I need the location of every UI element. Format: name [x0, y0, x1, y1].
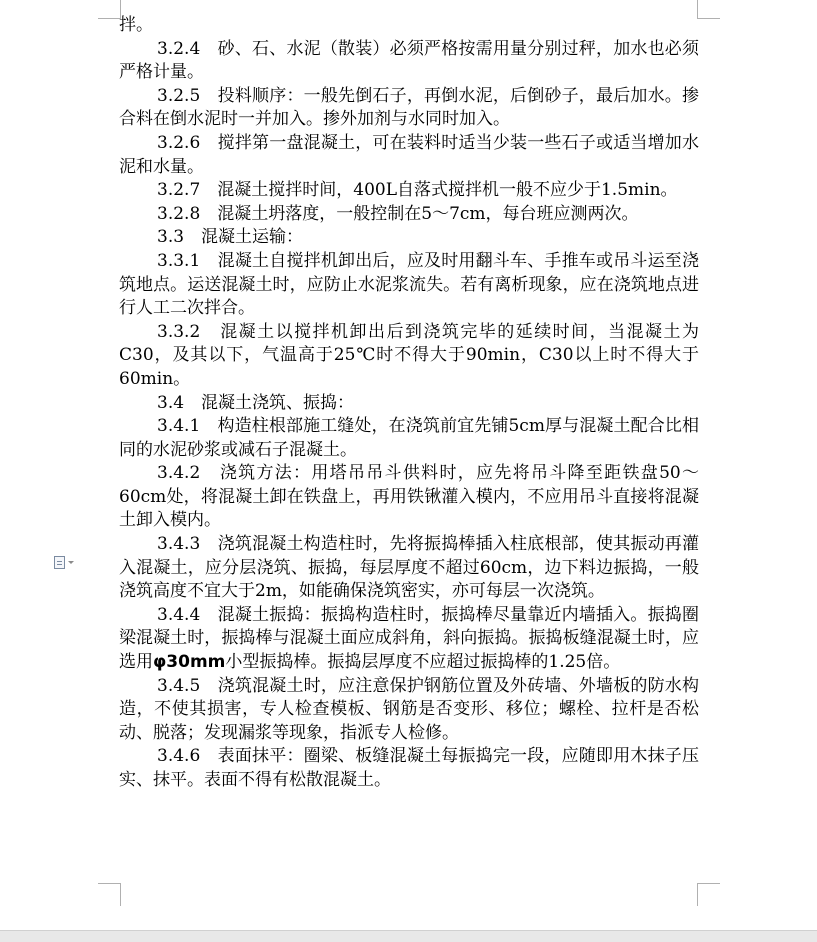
- document-body[interactable]: [119, 14, 699, 793]
- document-icon: [54, 556, 65, 569]
- crop-mark-top-right: [697, 0, 720, 19]
- paragraph: 3.4.1 构造柱根部施工缝处，在浇筑前宜先铺5cm厚与混凝土配合比相同的水泥砂浆或减石子混凝土。: [119, 416, 699, 460]
- paragraph: 3.4.5 浇筑混凝土时，应注意保护钢筋位置及外砖墙、外墙板的防水构造，不使其损害，专人检查模板、钢筋是否变形、移位；螺栓、拉杆是否松动、脱落；发现漏浆等现象，指派专人检修。: [119, 675, 699, 743]
- paragraph: [119, 604, 699, 675]
- paragraph: 3.4.6 表面抹平：圈梁、板缝混凝土每振捣完一段，应随即用木抹子压实、抹平。表面不得有松散混凝土。: [119, 746, 699, 790]
- section-heading: 3.3 混凝土运输：: [157, 227, 304, 248]
- paragraph: 3.2.5 投料顺序：一般先倒石子，再倒水泥，后倒砂子，最后加水。掺合料在倒水泥时一并加入。掺外加剂与水同时加入。: [119, 85, 699, 130]
- paragraph: 3.4.3 浇筑混凝土构造柱时，先将振捣棒插入柱底根部，使其振动再灌入混凝土，应分层浇筑、振捣，每层厚度不超过60cm，边下料边振捣，一般浇筑高度不宜大于2m，如能确保浇筑密实，亦可每层一次浇筑。: [119, 534, 699, 602]
- paragraph: 3.2.7 混凝土搅拌时间，400L自落式搅拌机一般不应少于1.5min。: [157, 180, 678, 201]
- text-run: 小型振捣棒。振捣层厚度不应超过振捣棒的1.25倍。: [225, 652, 621, 673]
- paragraph: 3.3.2 混凝土以搅拌机卸出后到浇筑完毕的延续时间，当混凝土为C30，及其以下，气温高于25℃时不得大于90min，C30以上时不得大于60min。: [119, 321, 699, 389]
- crop-mark-bottom-right: [697, 883, 720, 906]
- text-run-bold: φ30mm: [153, 652, 226, 673]
- crop-mark-top-left: [98, 0, 121, 19]
- paragraph: 3.2.4 砂、石、水泥（散装）必须严格按需用量分别过秤，加水也必须严格计量。: [119, 38, 699, 83]
- paragraph-options-button[interactable]: [54, 556, 74, 569]
- paragraph: 3.2.8 混凝土坍落度，一般控制在5～7cm，每台班应测两次。: [157, 203, 639, 224]
- window-bottom-bar: [0, 930, 817, 942]
- paragraph: 拌。: [119, 15, 153, 35]
- paragraph: 3.4.2 浇筑方法：用塔吊吊斗供料时，应先将吊斗降至距铁盘50～60cm处，将混凝土卸在铁盘上，再用铁锹灌入模内，不应用吊斗直接将混凝土卸入模内。: [119, 463, 699, 531]
- paragraph: 3.3.1 混凝土自搅拌机卸出后，应及时用翻斗车、手推车或吊斗运至浇筑地点。运送混凝土时，应防止水泥浆流失。若有离析现象，应在浇筑地点进行人工二次拌合。: [119, 250, 699, 319]
- dropdown-caret-icon: [68, 561, 74, 564]
- text-run: 3.4.4 混凝土振捣：振捣构造柱时，振捣棒尽量靠近内墙插入。振捣圈梁混凝土时，振捣棒与混凝土面应成斜角，斜向振捣。振捣板缝混凝土时，应选用: [119, 604, 699, 673]
- paragraph: 3.2.6 搅拌第一盘混凝土，可在装料时适当少装一些石子或适当增加水泥和水量。: [119, 132, 699, 177]
- section-heading: 3.4 混凝土浇筑、振捣：: [157, 392, 355, 413]
- crop-mark-bottom-left: [98, 883, 121, 906]
